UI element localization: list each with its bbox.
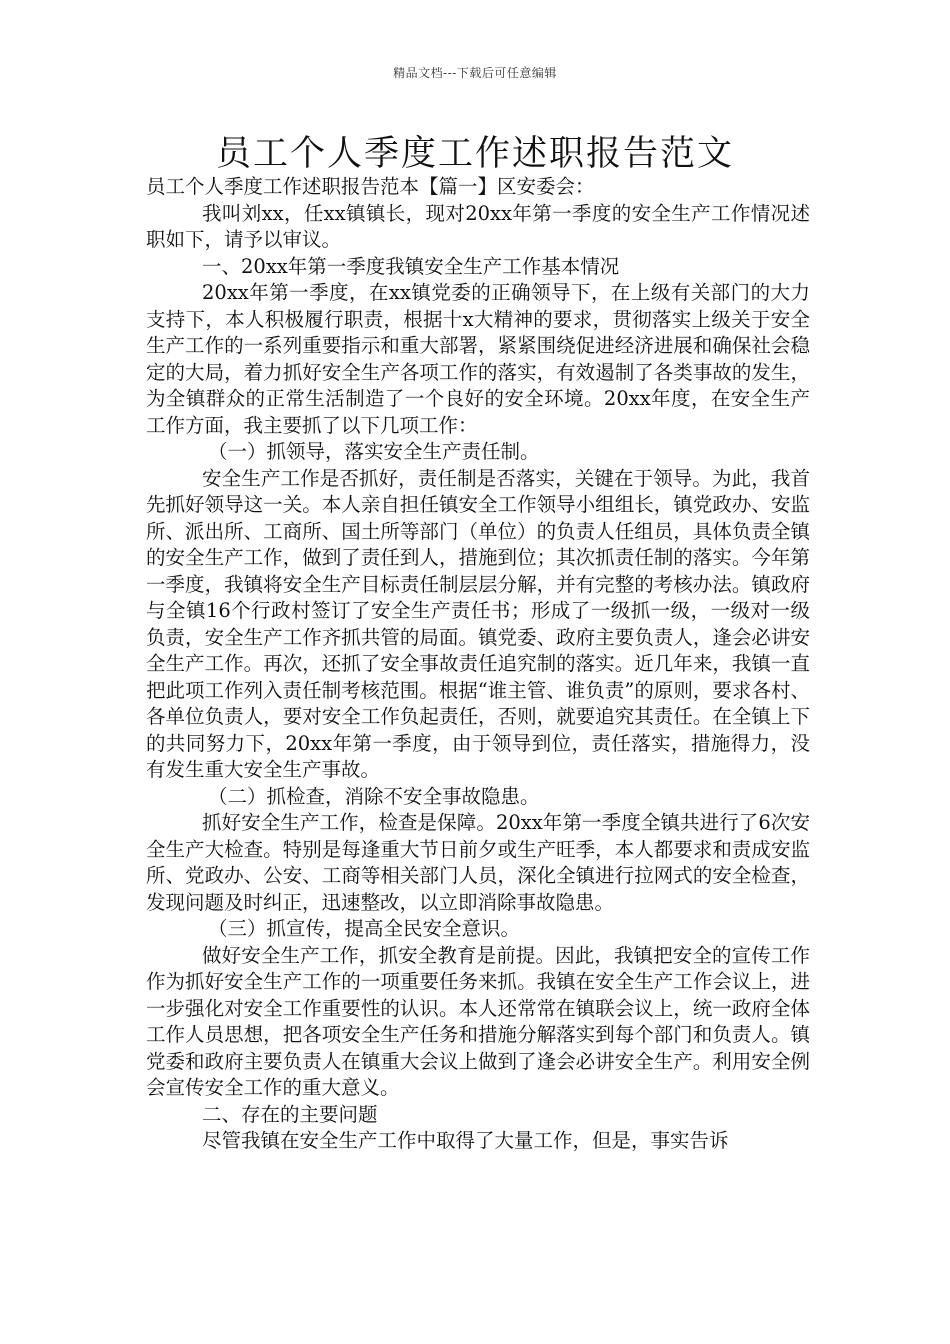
subheading-3: （三）抓宣传，提高全民安全意识。 bbox=[208, 917, 521, 940]
paragraph-salutation: 员工个人季度工作述职报告范本【篇一】区安委会： bbox=[146, 175, 595, 198]
document-title: 员工个人季度工作述职报告范文 bbox=[215, 134, 734, 174]
section-heading-2: 二、存在的主要问题 bbox=[202, 1102, 378, 1126]
section-heading-1: 一、20xx年第一季度我镇安全生产工作基本情况 bbox=[202, 254, 620, 278]
paragraph-leadership: 安全生产工作是否抓好，责任制是否落实，关键在于领导。为此，我首先抓好领导这一关。本人亲自担任镇安全工作领导小组组长，镇党政办、安监所、派出所、工商所、国土所等部门（单位）的负责人任组员，具体负责全镇的安全生产工作，做到了责任到人，措施到位；其次抓责任制的落实。今年第一季度，我镇将安全生产目标责任制层层分解，并有完整的考核办法。镇政府与全镇16个行政村签订了安全生产责任书；形成了一级抓一级，一级对一级负责，安全生产工作齐抓共管的局面。镇党委、政府主要负责人，逢会必讲安全生产工作。再次，还抓了安全事故责任追究制的落实。近几年来，我镇一直把此项工作列入责任制考核范围。根据“谁主管、谁负责”的原则，要求各村、各单位负责人，要对安全工作负起责任，否则，就要追究其责任。在全镇上下的共同努力下，20xx年第一季度，由于领导到位，责任落实，措施得力，没有发生重大安全生产事故。 bbox=[146, 466, 810, 781]
document-body bbox=[146, 174, 810, 1155]
subheading-1: （一）抓领导，落实安全生产责任制。 bbox=[208, 440, 540, 463]
header-note: 精品文档---下载后可任意编辑 bbox=[393, 66, 557, 80]
paragraph-problems: 尽管我镇在安全生产工作中取得了大量工作，但是，事实告诉 bbox=[202, 1129, 729, 1152]
paragraph-overview: 20xx年第一季度，在xx镇党委的正确领导下，在上级有关部门的大力支持下，本人积极履行职责，根据十x大精神的要求，贯彻落实上级关于安全生产工作的一系列重要指示和重大部署，紧紧围绕促进经济进展和确保社会稳定的大局，着力抓好安全生产各项工作的落实，有效遏制了各类事故的发生，为全镇群众的正常生活制造了一个良好的安全环境。20xx年度，在安全生产工作方面，我主要抓了以下几项工作： bbox=[146, 281, 810, 437]
paragraph-intro: 我叫刘xx，任xx镇镇长，现对20xx年第一季度的安全生产工作情况述职如下，请予以审议。 bbox=[146, 201, 810, 251]
paragraph-publicity: 做好安全生产工作，抓安全教育是前提。因此，我镇把安全的宣传工作作为抓好安全生产工作的一项重要任务来抓。我镇在安全生产工作会议上，进一步强化对安全工作重要性的认识。本人还常常在镇联会议上，统一政府全体工作人员思想，把各项安全生产任务和措施分解落实到每个部门和负责人。镇党委和政府主要负责人在镇重大会议上做到了逢会必讲安全生产。利用安全例会宣传安全工作的重大意义。 bbox=[146, 943, 810, 1099]
subheading-2: （二）抓检查，消除不安全事故隐患。 bbox=[208, 784, 540, 808]
paragraph-inspection: 抓好安全生产工作，检查是保障。20xx年第一季度全镇共进行了6次安全生产大检查。特别是每逢重大节日前夕或生产旺季，本人都要求和责成安监所、党政办、公安、工商等相关部门人员，深化全镇进行拉网式的安全检查，发现问题及时纠正，迅速整改，以立即消除事故隐患。 bbox=[146, 811, 810, 914]
